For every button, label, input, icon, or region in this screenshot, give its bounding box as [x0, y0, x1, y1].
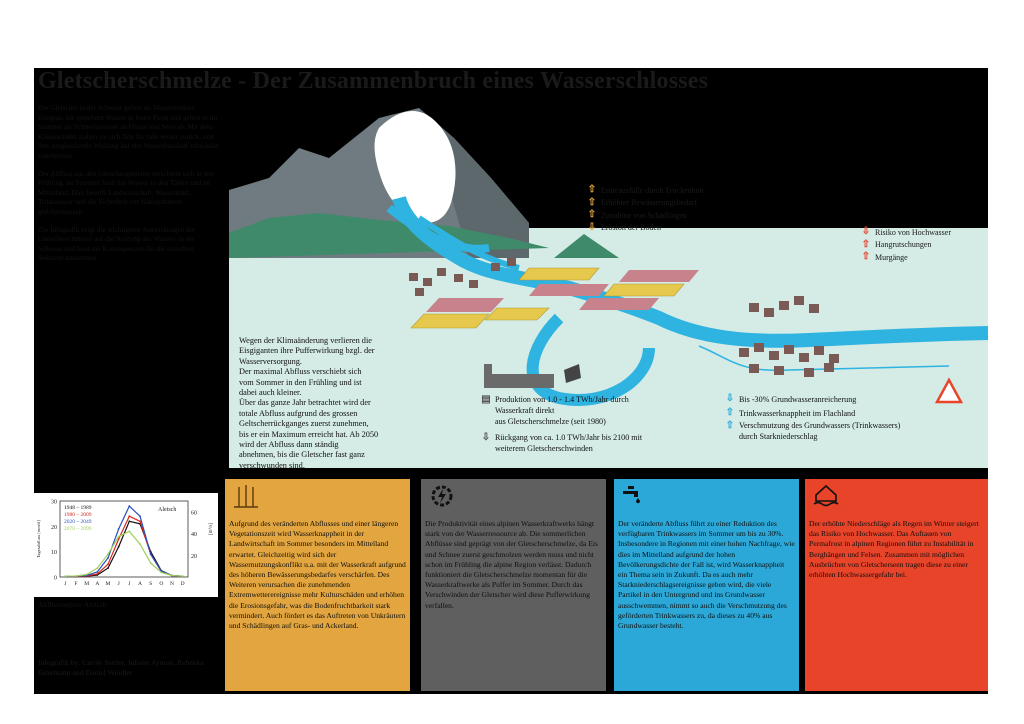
data-point	[118, 536, 120, 538]
legend-label: 1948 – 1989	[64, 505, 92, 511]
scene-line: Wegen der Klimaänderung verlieren die	[239, 336, 372, 345]
data-point	[160, 572, 162, 574]
arrow-up-icon: ⇧	[861, 238, 871, 250]
impact-row	[481, 432, 642, 443]
house	[799, 353, 809, 362]
arrow-up-icon: ⇧	[587, 184, 597, 196]
flood-impacts	[861, 226, 951, 264]
panel-drinking-water	[614, 479, 799, 691]
data-point	[128, 515, 130, 517]
impact-row	[587, 197, 704, 210]
wheat-icon	[231, 481, 261, 511]
field	[426, 298, 504, 312]
chart-caption: Abflussregime Aletsch	[38, 600, 107, 609]
scene-line: Wasserversorgung.	[239, 356, 303, 366]
impact-row	[587, 184, 704, 197]
data-point	[171, 575, 173, 577]
house	[784, 345, 794, 354]
water-impacts	[725, 392, 900, 442]
intro-paragraph: Die Gletscher in der Schweiz gelten als Wasserschloss Europas: Sie speichern Wasser in fester Form und geben es im Sommer als Schmelzwasser an Flüsse und Seen ab. Mit dem Klimawandel ziehen sie sich Jahr für Jahr weiter zurück, und ihre ausgleichende Wirkung auf den Wasserhaushalt schwindet zunehmend.	[38, 104, 219, 160]
impact-row	[481, 405, 642, 416]
x-tick-label: M	[105, 581, 111, 587]
x-tick-label: J	[117, 581, 120, 587]
panel-hydropower	[421, 479, 606, 691]
impact-label: Murgänge	[875, 252, 908, 262]
data-point	[75, 575, 77, 577]
field	[604, 284, 684, 296]
panel-icon-area	[618, 479, 795, 513]
x-tick-label: S	[149, 581, 153, 587]
x-tick-label: A	[95, 581, 100, 587]
panel-flooding	[805, 479, 988, 691]
data-point	[118, 546, 120, 548]
data-point	[128, 520, 130, 522]
panel-text: Der erhöhte Niederschläge als Regen im Winter steigert das Risiko von Hochwasser. Das Auftauen von Permafrost in alpinen Regionen führt zu Instabilität in Berghängen und Felsen. Zusammen mit möglichen Ausbrüchen von Gletscherseen tragen diese zu einer erhöhten Hochwassergefahr bei.	[809, 519, 979, 580]
impact-row	[725, 392, 900, 406]
house	[774, 366, 784, 375]
flood-house-icon	[811, 481, 841, 511]
y2-tick-label: 60	[191, 510, 197, 517]
house	[749, 303, 759, 312]
arrow-up-icon: ⇧	[725, 407, 735, 418]
x-tick-label: M	[84, 581, 90, 587]
landscape-scene	[229, 108, 988, 468]
house	[804, 368, 814, 377]
arrow-down-icon: ⇩	[481, 431, 491, 443]
data-point	[64, 575, 66, 577]
data-point	[96, 571, 98, 573]
panel-icon-area	[425, 479, 602, 513]
data-point	[150, 553, 152, 555]
panel-text: Aufgrund des veränderten Abflusses und einer längeren Vegetationszeit wird Wasserknappheit in der Landwirtschaft im Sommer besonders im Mittelland erwartet. Gleichzeitig wird sich der Wassernutzungskonflikt u.a. mit der Wasserkraft aufgrund des höheren Bewässerungsbedarfes verschärfen. Des Weiteren verursachen die zunehmenden Extremwetterereignisse mehr Kulturschäden und erhöhen die Erosionsgefahr, was die Bodenfruchtbarkeit stark vermindert. Auch fördert es das Auftreten von Unkräutern und Schädlingen auf Gras- und Ackerland.	[229, 519, 406, 631]
scene-line: verschwunden sind.	[239, 460, 305, 470]
arrow-up-icon: ⇧	[861, 251, 871, 263]
field	[579, 298, 659, 310]
impact-row	[861, 239, 951, 252]
intro-paragraph: Der Abfluss aus den Gletschergebieten verschiebt sich in den Frühling, im Sommer fehlt das Wasser in den Tälern und im Mittelland. Dies betrifft Landwirtschaft, Wasserkraft, Trinkwasser und die Sicherheit vor Naturgefahren gleichermassen.	[38, 169, 214, 216]
data-point	[107, 563, 109, 565]
legend-label: 1980 – 2009	[64, 512, 92, 518]
arrow-down-icon: ⇩	[861, 226, 871, 238]
impact-label: weiterem Gletscherschwinden	[495, 444, 593, 453]
x-tick-label: F	[74, 581, 78, 587]
house	[814, 346, 824, 355]
data-point	[139, 543, 141, 545]
power-gear-icon	[427, 481, 457, 511]
impact-label: Risiko von Hochwasser	[875, 227, 951, 237]
impact-label: Erhöhter Bewässerungsbedarf	[601, 198, 698, 208]
data-point	[86, 574, 88, 576]
y2-tick-label: 20	[191, 553, 197, 560]
impact-label: Erosion der Böden	[601, 223, 661, 233]
chart-title: Aletsch	[158, 507, 177, 513]
arrow-up-icon: ⇧	[725, 419, 735, 431]
y2-axis-label: [m³/s]	[209, 522, 214, 536]
impact-label: Rückgang von ca. 1.0 TWh/Jahr bis 2100 mit	[495, 433, 643, 442]
x-tick-label: N	[170, 581, 174, 587]
data-point	[182, 575, 184, 577]
field	[619, 270, 699, 282]
house	[415, 288, 424, 296]
panel-icon-area	[809, 479, 986, 513]
x-tick-label: O	[159, 581, 164, 587]
panel-agriculture	[225, 479, 410, 691]
house	[779, 301, 789, 310]
y-axis-label: Tagesabfluss [mm/d]	[36, 520, 41, 558]
house	[829, 354, 839, 363]
x-tick-label: J	[64, 581, 67, 587]
house	[409, 273, 418, 281]
scene-line: abnehmen, bis die Gletscher fast ganz	[239, 450, 365, 460]
data-point	[150, 562, 152, 564]
house	[749, 364, 759, 373]
house	[794, 296, 804, 305]
impact-row	[725, 431, 900, 442]
panel-text: Der veränderte Abfluss führt zu einer Reduktion des verfügbaren Trinkwassers im Sommer um bis zu 30%. Insbesondere in Regionen mit einer hohen Nachfrage, wie dies im Mittelland aufgrund der hohen Bevölkerungsdichte der Fall ist, wird Wasserknappheit ein Thema sein in Zukunft. Da es auch mehr Starkniederschlagsereignisse geben wird, die viele Partikel in den Untergrund und ins Grundwasser ausschwemmen, nimmt so auch die Verschmutzung des geförderten Trinkwassers zu, da dieses zu 40% aus Grundwasser besteht.	[618, 519, 795, 631]
house	[809, 304, 819, 313]
power-plant-chimney	[484, 364, 492, 374]
scene-line: vom Sommer in den Frühling und ist	[239, 377, 362, 387]
x-tick-label: A	[138, 581, 142, 587]
data-point	[128, 531, 130, 533]
impact-label: Hangrutschungen	[875, 240, 932, 250]
legend-label: 2020 – 2049	[64, 519, 92, 525]
data-point	[128, 505, 130, 507]
data-point	[96, 573, 98, 575]
data-point	[107, 557, 109, 559]
scene-line: Geltscherrückganges zuerst zunehmen,	[239, 419, 369, 429]
scene-line: wird der Abfluss dann ständig	[239, 440, 339, 450]
scene-line: dabei auch kleiner.	[239, 388, 302, 398]
data-point	[96, 567, 98, 569]
faucet-icon	[620, 481, 650, 511]
house	[469, 280, 478, 288]
y-tick-label: 10	[51, 550, 57, 557]
data-point	[139, 515, 141, 517]
intro-text	[38, 104, 220, 272]
runoff-chart	[34, 493, 218, 597]
impact-row	[481, 394, 642, 405]
arrow-up-icon: ⇧	[587, 209, 597, 221]
impact-label: durch Starkniederschlag	[739, 432, 818, 441]
scene-main-text	[239, 336, 419, 471]
y-tick-label: 30	[51, 499, 57, 506]
intro-paragraph: Die Infografik zeigt die wichtigsten Auswirkungen der Gletscherschmelze auf die Nutzung des Wassers in der Schweiz und fasst die Konsequenzen für die einzelnen Sektoren zusammen.	[38, 225, 196, 263]
power-plant	[484, 374, 554, 388]
agriculture-impacts	[587, 184, 704, 234]
scene-line: Eisgiganten ihre Pufferwirkung bzgl. der	[239, 346, 375, 356]
scene-line: Über das ganze Jahr betrachtet wird der	[239, 398, 371, 408]
impact-row	[481, 443, 642, 454]
x-tick-label: J	[128, 581, 131, 587]
field	[529, 284, 609, 296]
house	[423, 278, 432, 286]
house	[769, 351, 779, 360]
data-point	[118, 528, 120, 530]
impact-row	[725, 406, 900, 420]
house	[437, 268, 446, 276]
impact-row	[481, 416, 642, 427]
impact-label: Zunahme von Schädlingen	[601, 210, 687, 220]
panel-icon-area	[229, 479, 406, 513]
y-tick-label: 0	[54, 575, 57, 582]
data-point	[107, 567, 109, 569]
field	[519, 268, 599, 280]
poster	[34, 68, 988, 694]
house	[824, 363, 834, 372]
house	[507, 258, 516, 266]
impact-label: Trinkwasserknappheit im Flachland	[739, 408, 856, 418]
house	[764, 308, 774, 317]
impact-label: Verschmutzung des Grundwassers (Trinkwassers)	[739, 421, 901, 430]
arrow-down-icon: ⇩	[725, 393, 735, 404]
impact-row	[587, 222, 704, 235]
scene-line: totale Abfluss aufgrund des grossen	[239, 408, 358, 418]
arrow-up-icon: ⇧	[587, 196, 597, 208]
impact-label: Produktion von 1.0 - 1.4 TWh/Jahr durch	[495, 395, 629, 404]
impact-row	[725, 420, 900, 431]
house	[454, 274, 463, 282]
impact-label: Wasserkraft direkt	[495, 406, 555, 415]
house	[739, 348, 749, 357]
impact-label: Ernteausfälle durch Trockenheit	[601, 185, 704, 195]
scene-line: bis er ein Maximum erreicht hat. Ab 2050	[239, 429, 379, 439]
field	[411, 314, 489, 328]
impact-row	[861, 251, 951, 264]
scene-line: Der maximal Abfluss verschiebt sich	[239, 367, 362, 377]
chart-svg	[34, 493, 218, 597]
battery-icon: ▤	[481, 393, 491, 405]
impact-label: Bis -30% Grundwasseranreicherung	[739, 394, 857, 404]
impact-row	[861, 226, 951, 239]
hydro-production	[481, 394, 642, 454]
house	[754, 343, 764, 352]
impact-row	[587, 209, 704, 222]
house	[491, 263, 500, 271]
legend-label: 2070 – 2099	[64, 526, 92, 532]
data-point	[107, 553, 109, 555]
impact-label: aus Gletscherschmelze (seit 1980)	[495, 417, 606, 426]
page-title: Gletscherschmelze - Der Zusammenbruch eines Wasserschlosses	[38, 68, 709, 94]
y2-tick-label: 40	[191, 532, 197, 539]
credits: Infografik by: Carole Settler, Juliette Aymon, Rebekka Estermann und Daniel Windler	[38, 658, 204, 677]
panel-text: Die Produktivität eines alpinen Wasserkraftwerks hängt stark von der Wasserressource ab. Die sommerlichen Abflüsse sind geprägt von der Gletscherschmelze, da Eis und Schnee zuerst geschmolzen werden muss und nicht schon im Frühling die alpine Region verlässt. Dadurch funktioniert die Gletscherschmelze momentan für die Wasserkraftwerke als Puffer im Sommer. Durch das Verschwinden der Gletscher wird diese Pufferwirkung verfallen.	[425, 519, 598, 610]
y-tick-label: 20	[51, 524, 57, 531]
x-tick-label: D	[180, 581, 185, 587]
arrow-down-icon: ⇩	[587, 221, 597, 233]
